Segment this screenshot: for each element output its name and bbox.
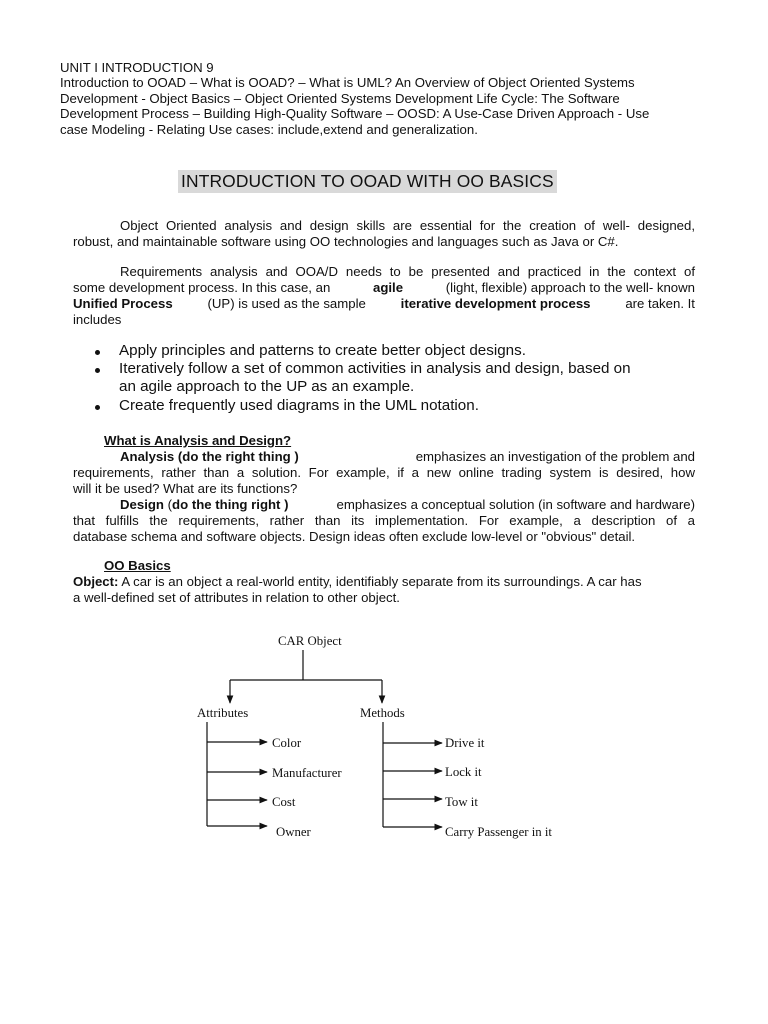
bullet-dot-icon bbox=[95, 368, 100, 373]
text-run: (UP) is used as the sample bbox=[207, 296, 366, 311]
attribute-cost: Cost bbox=[272, 795, 296, 809]
methods-branch bbox=[383, 722, 442, 827]
text-run: emphasizes an investigation of the problem and bbox=[415, 449, 695, 464]
unit-syllabus-line: case Modeling - Relating Use cases: include,extend and generalization. bbox=[60, 121, 478, 137]
bold-term-design-phrase: do the thing right ) bbox=[172, 497, 289, 512]
bullet-text: Apply principles and patterns to create better object designs. bbox=[119, 342, 526, 359]
unit-title: UNIT I INTRODUCTION 9 bbox=[60, 60, 214, 75]
paragraph-line: a well-defined set of attributes in relation to other object. bbox=[73, 590, 400, 605]
unit-syllabus-line: Development - Object Basics – Object Oriented Systems Development Life Cycle: The Software bbox=[60, 90, 620, 106]
paragraph-line bbox=[73, 497, 695, 513]
attribute-color: Color bbox=[272, 736, 302, 750]
bold-term-iterative-process: iterative development process bbox=[400, 296, 591, 311]
method-drive: Drive it bbox=[445, 736, 485, 750]
bold-term-analysis: Analysis (do the right thing ) bbox=[120, 449, 299, 464]
unit-syllabus-line: Introduction to OOAD – What is OOAD? – What is UML? An Overview of Object Oriented Systems bbox=[60, 75, 635, 91]
text-run: some development process. In this case, an bbox=[73, 280, 331, 295]
diagram-root-label: CAR Object bbox=[278, 634, 342, 648]
paragraph-line: that fulfills the requirements, rather than its implementation. For example, a description of a bbox=[73, 513, 695, 528]
analysis-heading-row bbox=[73, 433, 695, 449]
text-run bbox=[73, 574, 642, 590]
bold-term-unified-process: Unified Process bbox=[73, 296, 173, 311]
bullet-text: Iteratively follow a set of common activities in analysis and design, based on bbox=[119, 360, 631, 378]
oo-heading-row bbox=[73, 558, 695, 574]
bullet-dot-icon bbox=[95, 405, 100, 410]
bold-term-design: Design bbox=[120, 497, 164, 512]
paragraph-line bbox=[73, 574, 695, 590]
section-title: INTRODUCTION TO OOAD WITH OO BASICS bbox=[178, 170, 557, 193]
analysis-design-section bbox=[73, 433, 695, 545]
unit-header bbox=[60, 60, 700, 137]
text-run: A car is an object a real-world entity, identifiably separate from its surroundings. A car has bbox=[121, 574, 642, 589]
oo-basics-heading: OO Basics bbox=[104, 558, 171, 573]
oo-basics-section bbox=[73, 558, 695, 606]
method-tow: Tow it bbox=[445, 795, 478, 809]
bullet-item bbox=[95, 397, 715, 415]
attribute-manufacturer: Manufacturer bbox=[272, 766, 342, 780]
paragraph-line: database schema and software objects. Design ideas often exclude low-level or "obvious" detail. bbox=[73, 529, 636, 544]
bullet-dot-icon bbox=[95, 350, 100, 355]
paragraph-line bbox=[73, 296, 695, 312]
paragraph-line bbox=[73, 280, 695, 296]
diagram-root-connector bbox=[230, 650, 382, 703]
intro-paragraph bbox=[73, 218, 695, 250]
paragraph-line: Object Oriented analysis and design skills are essential for the creation of well- designed, bbox=[120, 218, 695, 233]
paragraph-line: includes bbox=[73, 312, 122, 327]
analysis-heading: What is Analysis and Design? bbox=[104, 433, 292, 448]
text-run: are taken. It bbox=[625, 296, 695, 311]
attributes-branch bbox=[207, 722, 267, 826]
attributes-label: Attributes bbox=[197, 706, 249, 720]
text-run: (light, flexible) approach to the well- known bbox=[445, 280, 695, 295]
text-run: ( bbox=[167, 497, 173, 512]
bullet-text: Create frequently used diagrams in the UML notation. bbox=[119, 396, 479, 414]
bullet-text: an agile approach to the UP as an example. bbox=[119, 378, 415, 396]
bullet-item bbox=[95, 360, 715, 396]
section-title-wrap bbox=[178, 170, 557, 193]
requirements-paragraph bbox=[73, 264, 695, 328]
unit-syllabus-line: Development Process – Building High-Quality Software – OOSD: A Use-Case Driven Approach - Use bbox=[60, 106, 650, 122]
paragraph-line: robust, and maintainable software using OO technologies and languages such as Java or C#. bbox=[73, 234, 619, 249]
bold-term-object: Object: bbox=[73, 574, 119, 589]
attribute-owner: Owner bbox=[276, 825, 311, 839]
methods-label: Methods bbox=[360, 706, 405, 720]
method-carry-passenger: Carry Passenger in it bbox=[445, 825, 552, 839]
method-lock: Lock it bbox=[445, 765, 482, 779]
bullet-item bbox=[95, 342, 715, 360]
text-run: emphasizes a conceptual solution (in software and hardware) bbox=[336, 497, 695, 512]
bold-term-agile: agile bbox=[373, 280, 404, 295]
paragraph-line: will it be used? What are its functions? bbox=[73, 481, 298, 496]
paragraph-line: requirements, rather than a solution. For example, if a new online trading system is desired, how bbox=[73, 465, 695, 480]
paragraph-line: Requirements analysis and OOA/D needs to be presented and practiced in the context of bbox=[120, 264, 695, 279]
paragraph-line bbox=[73, 449, 695, 465]
text-run bbox=[120, 497, 289, 513]
bullet-list bbox=[95, 342, 715, 415]
